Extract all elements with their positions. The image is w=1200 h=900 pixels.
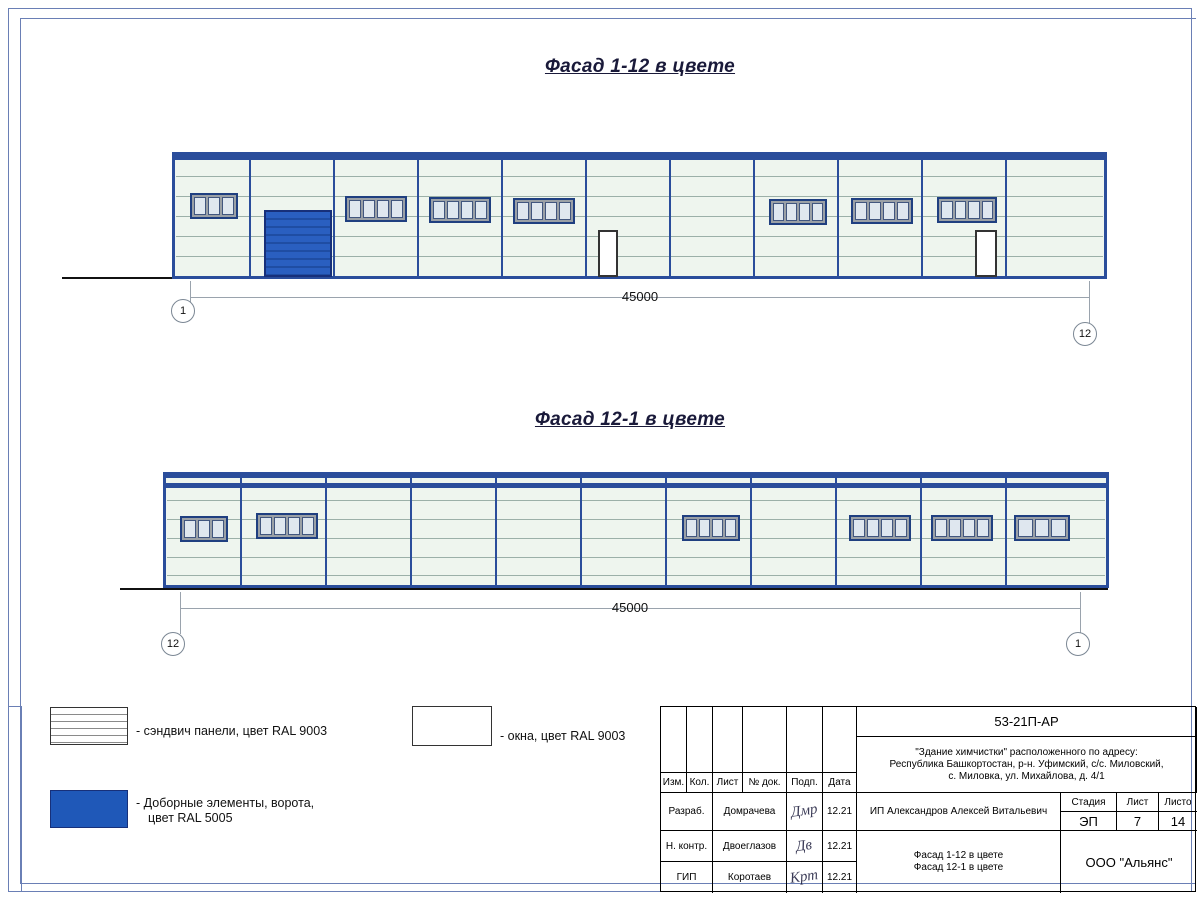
stamp-role-gip: ГИП xyxy=(661,862,713,893)
facade-2-parapet-band xyxy=(163,483,1109,488)
axis-marker-1: 1 xyxy=(1066,632,1090,656)
stamp-sheet-title-line-2: Фасад 12-1 в цвете xyxy=(913,862,1004,873)
legend-swatch-windows xyxy=(412,706,492,746)
stamp-date-nkontr: 12.21 xyxy=(823,831,857,862)
stamp-name-razrab: Домрачева xyxy=(713,793,787,831)
sheet-left-margin-strip xyxy=(8,706,22,892)
stamp-sheet-title-line-1: Фасад 1-12 в цвете xyxy=(913,850,1004,861)
stamp-sheets-label: Листо xyxy=(1159,793,1197,812)
window xyxy=(937,197,997,223)
stamp-document-code xyxy=(857,707,1197,737)
stamp-sheet-title xyxy=(857,831,1061,893)
axis-marker-12: 12 xyxy=(161,632,185,656)
signature-glyph: Крт xyxy=(789,867,820,887)
stamp-col-header-doc: № док. xyxy=(743,773,787,793)
stamp-sign-razrab xyxy=(787,793,823,831)
column-line xyxy=(585,155,587,277)
facade-1-parapet xyxy=(172,152,1107,160)
stamp-col-header-podp: Подп. xyxy=(787,773,823,793)
window xyxy=(931,515,993,541)
stamp-sign-nkontr xyxy=(787,831,823,862)
column-line xyxy=(921,155,923,277)
panel-joint xyxy=(167,575,1105,576)
axis-extension-line xyxy=(1080,592,1081,634)
column-line xyxy=(410,476,412,587)
window xyxy=(429,197,491,223)
window xyxy=(849,515,911,541)
stamp-company: ООО "Альянс" xyxy=(1085,854,1173,870)
stamp-stage-label: Стадия xyxy=(1061,793,1117,812)
facade-2-length-label: 45000 xyxy=(611,600,649,615)
sectional-gate xyxy=(264,210,332,277)
panel-joint xyxy=(176,176,1103,177)
facade-2-parapet xyxy=(163,472,1109,478)
stamp-stage-value: ЭП xyxy=(1061,812,1117,831)
axis-extension-line xyxy=(180,592,181,634)
column-line xyxy=(580,476,582,587)
stamp-name-gip: Коротаев xyxy=(713,862,787,893)
column-line xyxy=(333,155,335,277)
entrance-door xyxy=(598,230,618,277)
column-line xyxy=(325,476,327,587)
stamp-name-nkontr: Двоеглазов xyxy=(713,831,787,862)
stamp-col-header-izm: Изм. xyxy=(661,773,687,793)
window xyxy=(851,198,913,224)
axis-extension-line xyxy=(1089,281,1090,323)
stamp-date-razrab: 12.21 xyxy=(823,793,857,831)
stamp-object-line-1: "Здание химчистки" расположенного по адресу: xyxy=(915,746,1138,758)
stamp-date-gip: 12.21 xyxy=(823,862,857,893)
stamp-sheet-value: 7 xyxy=(1117,812,1159,831)
column-line xyxy=(1005,476,1007,587)
entrance-door xyxy=(975,230,997,277)
stamp-sheet-label: Лист xyxy=(1117,793,1159,812)
window xyxy=(769,199,827,225)
stamp-blank-cell xyxy=(787,707,823,773)
column-line xyxy=(920,476,922,587)
title-block xyxy=(660,706,1196,892)
stamp-customer: ИП Александров Алексей Витальевич xyxy=(857,793,1061,831)
column-line xyxy=(1005,155,1007,277)
window xyxy=(1014,515,1070,541)
window xyxy=(513,198,575,224)
window xyxy=(345,196,407,222)
legend-swatch-accessories xyxy=(50,790,128,828)
column-line xyxy=(501,155,503,277)
stamp-document-code-text: 53-21П-АР xyxy=(994,714,1059,729)
column-line xyxy=(249,155,251,277)
window xyxy=(190,193,238,219)
signature-glyph: Дмр xyxy=(790,801,819,821)
facade-1-title: Фасад 1-12 в цвете xyxy=(544,56,736,77)
stamp-object-line-2: Республика Башкортостан, р-н. Уфимский, с/с. Миловский, xyxy=(889,758,1164,770)
facade-1-length-label: 45000 xyxy=(621,289,659,304)
stamp-object-description xyxy=(857,737,1197,793)
stamp-blank-cell xyxy=(661,707,687,773)
window xyxy=(256,513,318,539)
stamp-sheet-title-lines xyxy=(914,850,1003,874)
legend-swatch-sandwich-panels xyxy=(50,707,128,745)
facade-2-title: Фасад 12-1 в цвете xyxy=(534,409,726,430)
window xyxy=(180,516,228,542)
column-line xyxy=(417,155,419,277)
stamp-blank-cell xyxy=(713,707,743,773)
stamp-sheets-value: 14 xyxy=(1159,812,1197,831)
axis-marker-1: 1 xyxy=(171,299,195,323)
column-line xyxy=(753,155,755,277)
column-line xyxy=(750,476,752,587)
column-line xyxy=(669,155,671,277)
legend-label-accessories-line1: - Доборные элементы, ворота, xyxy=(136,796,315,810)
stamp-col-header-list: Лист xyxy=(713,773,743,793)
stamp-role-nkontr: Н. контр. xyxy=(661,831,713,862)
signature-glyph: Дв xyxy=(795,836,814,855)
stamp-blank-cell xyxy=(823,707,857,773)
stamp-role-razrab: Разраб. xyxy=(661,793,713,831)
axis-marker-12: 12 xyxy=(1073,322,1097,346)
column-line xyxy=(495,476,497,587)
stamp-sign-gip xyxy=(787,862,823,893)
panel-joint xyxy=(167,500,1105,501)
column-line xyxy=(835,476,837,587)
stamp-object-lines xyxy=(889,747,1163,783)
stamp-object-line-3: с. Миловка, ул. Михайлова, д. 4/1 xyxy=(948,770,1105,782)
stamp-col-header-kol: Кол. xyxy=(687,773,713,793)
stamp-col-header-data: Дата xyxy=(823,773,857,793)
stamp-blank-cell xyxy=(687,707,713,773)
column-line xyxy=(837,155,839,277)
legend-label-sandwich-panels: - сэндвич панели, цвет RAL 9003 xyxy=(136,724,328,738)
facade-2-ground-line xyxy=(120,588,1108,590)
legend-label-windows: - окна, цвет RAL 9003 xyxy=(500,729,626,743)
column-line xyxy=(665,476,667,587)
column-line xyxy=(240,476,242,587)
panel-joint xyxy=(167,557,1105,558)
legend-label-accessories-line2: цвет RAL 5005 xyxy=(148,811,233,825)
stamp-blank-cell xyxy=(743,707,787,773)
window xyxy=(682,515,740,541)
